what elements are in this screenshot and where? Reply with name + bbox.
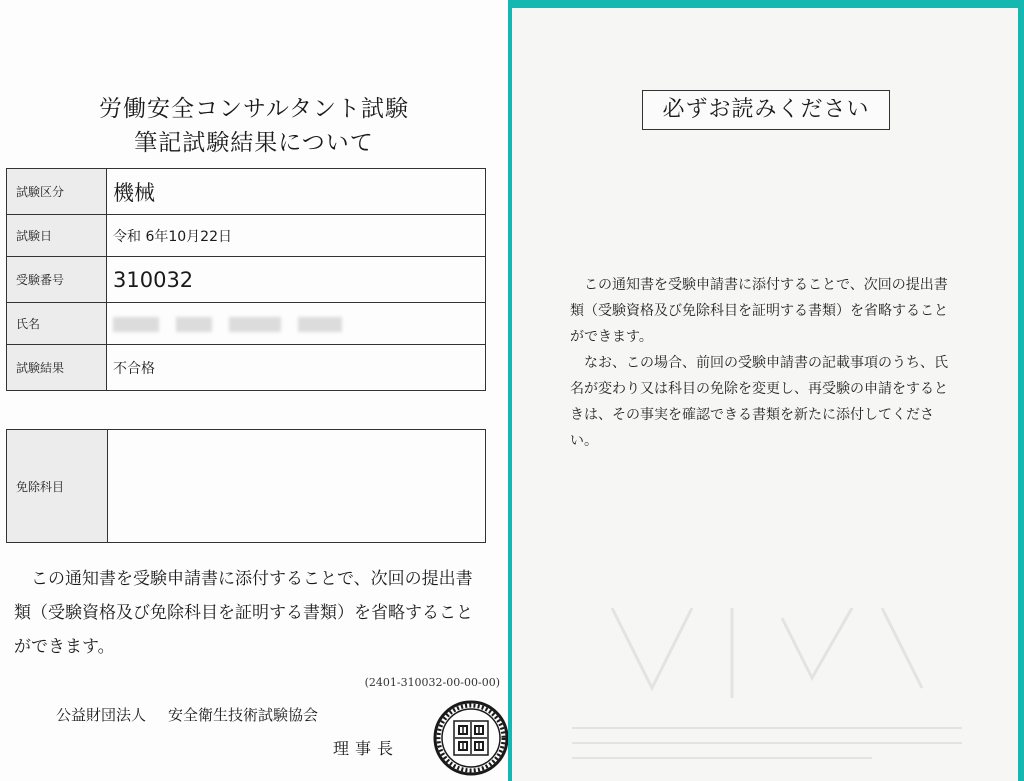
exam-result-value: 不合格 xyxy=(107,345,486,391)
org-name: 安全衛生技術試験協会 xyxy=(168,706,319,724)
table-row xyxy=(7,215,486,257)
table-row xyxy=(7,303,486,345)
row-label: 氏名 xyxy=(7,303,107,345)
redaction-block xyxy=(176,317,212,332)
must-read-heading: 必ずお読みください xyxy=(642,90,890,130)
table-row xyxy=(7,345,486,391)
notice-text: この通知書を受験申請書に添付することで、次回の提出書類（受験資格及び免除科目を証明する書類）を省略することができます。 xyxy=(14,569,473,657)
exempt-subjects-table xyxy=(6,429,486,543)
table-row xyxy=(7,257,486,303)
row-label: 試験結果 xyxy=(7,345,107,391)
instructions-paragraph-1: この通知書を受験申請書に添付することで、次回の提出書類（受験資格及び免除科目を証明する書類）を省略することができます。 xyxy=(570,277,948,345)
table-row xyxy=(7,169,486,215)
director-title: 理事長 xyxy=(333,739,400,758)
instructions-sheet xyxy=(508,0,1024,781)
exempt-label: 免除科目 xyxy=(7,430,108,543)
result-table xyxy=(6,168,486,391)
row-label: 試験区分 xyxy=(7,169,107,215)
instructions-paragraph-2: なお、この場合、前回の受験申請書の記載事項のうち、氏名が変わり又は科目の免除を変更し、再受験の申請をするときは、その事実を確認できる書類を新たに添付してください。 xyxy=(570,355,948,449)
redaction-block xyxy=(113,317,159,332)
instructions-text xyxy=(570,272,952,454)
exam-category-value: 機械 xyxy=(107,169,486,215)
result-notice-sheet xyxy=(0,0,508,781)
redaction-block xyxy=(298,317,342,332)
title-line1: 労働安全コンサルタント試験 xyxy=(99,96,409,122)
official-seal-icon xyxy=(433,700,509,776)
organization xyxy=(56,704,318,725)
row-label: 受験番号 xyxy=(7,257,107,303)
exam-date-value: 令和 6年10月22日 xyxy=(107,215,486,257)
row-label: 試験日 xyxy=(7,215,107,257)
name-value-redacted xyxy=(107,303,486,345)
document-code: (2401-310032-00-00-00) xyxy=(364,676,500,689)
org-type: 公益財団法人 xyxy=(56,706,147,724)
instructions-panel xyxy=(512,8,1018,781)
table-row xyxy=(7,430,486,543)
exam-number-value: 310032 xyxy=(107,257,486,303)
redaction-block xyxy=(229,317,281,332)
exempt-value xyxy=(108,430,486,543)
title-line2: 筆記試験結果について xyxy=(134,130,374,156)
show-through-print xyxy=(552,578,982,768)
